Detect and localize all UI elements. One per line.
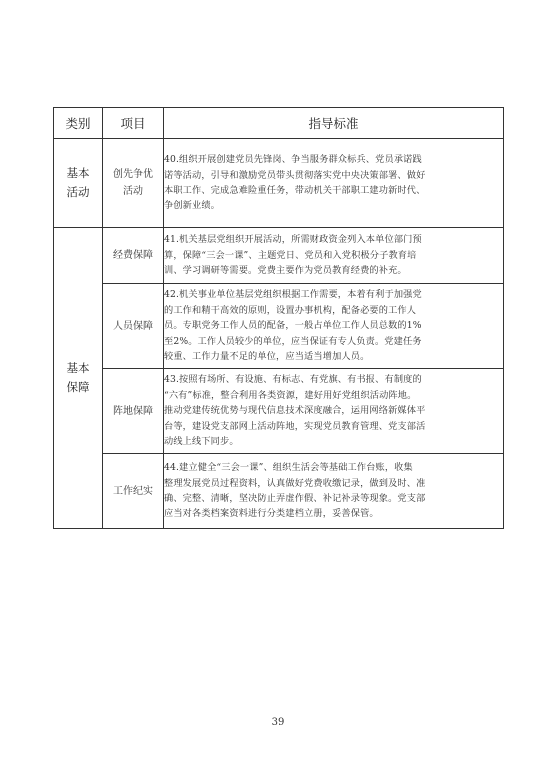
standard-cell: 40.组织开展创建党员先锋岗、争当服务群众标兵、党员承诺践 诺等活动，引导和激励党员带头贯彻落实党中央决策部署、做好 本职工作、完成急难险重任务，带动机关干部职工建功新时代、 争创新业绩。 <box>164 139 504 228</box>
category-cell: 基本 保障 <box>54 228 103 529</box>
table-row <box>54 284 504 369</box>
standard-cell: 43.按照有场所、有设施、有标志、有党旗、有书报、有制度的 “六有”标准，整合利用各类资源，建好用好党组织活动阵地。 推动党建传统优势与现代信息技术深度融合，运用网络新媒体平 台等，建设党支部网上活动阵地，实现党员教育管理、党支部活 动线上线下同步。 <box>164 369 504 454</box>
header-item: 项目 <box>103 108 164 139</box>
table-row <box>54 228 504 284</box>
header-category: 类别 <box>54 108 103 139</box>
item-cell: 经费保障 <box>103 228 164 284</box>
item-cell: 阵地保障 <box>103 369 164 454</box>
table-row <box>54 369 504 454</box>
standard-cell: 44.建立健全“三会一课”、组织生活会等基础工作台账，收集 整理发展党员过程资料，认真做好党费收缴记录，做到及时、准 确、完整、清晰，坚决防止弄虚作假、补记补录等现象。党支部 应当对各类档案资料进行分类建档立册，妥善保管。 <box>164 454 504 529</box>
guidance-table <box>53 107 504 529</box>
category-cell: 基本 活动 <box>54 139 103 228</box>
page-number: 39 <box>271 717 285 728</box>
table-header-row <box>54 108 504 139</box>
item-cell: 工作纪实 <box>103 454 164 529</box>
standard-cell: 42.机关事业单位基层党组织根据工作需要，本着有利于加强党 的工作和精干高效的原则，设置办事机构，配备必要的工作人 员。专职党务工作人员的配备，一般占单位工作人员总数的1% 至2%。工作人员较少的单位，应当保证有专人负责。党建任务 较重、工作力量不足的单位，应当适当增加人员。 <box>164 284 504 369</box>
table-row <box>54 454 504 529</box>
header-standard: 指导标准 <box>164 108 504 139</box>
item-cell: 创先争优 活动 <box>103 139 164 228</box>
item-cell: 人员保障 <box>103 284 164 369</box>
table-row <box>54 139 504 228</box>
standard-cell: 41.机关基层党组织开展活动，所需财政资金列入本单位部门预 算，保障“三会一课”、主题党日、党员和入党积极分子教育培 训、学习调研等需要。党费主要作为党员教育经费的补充。 <box>164 228 504 284</box>
